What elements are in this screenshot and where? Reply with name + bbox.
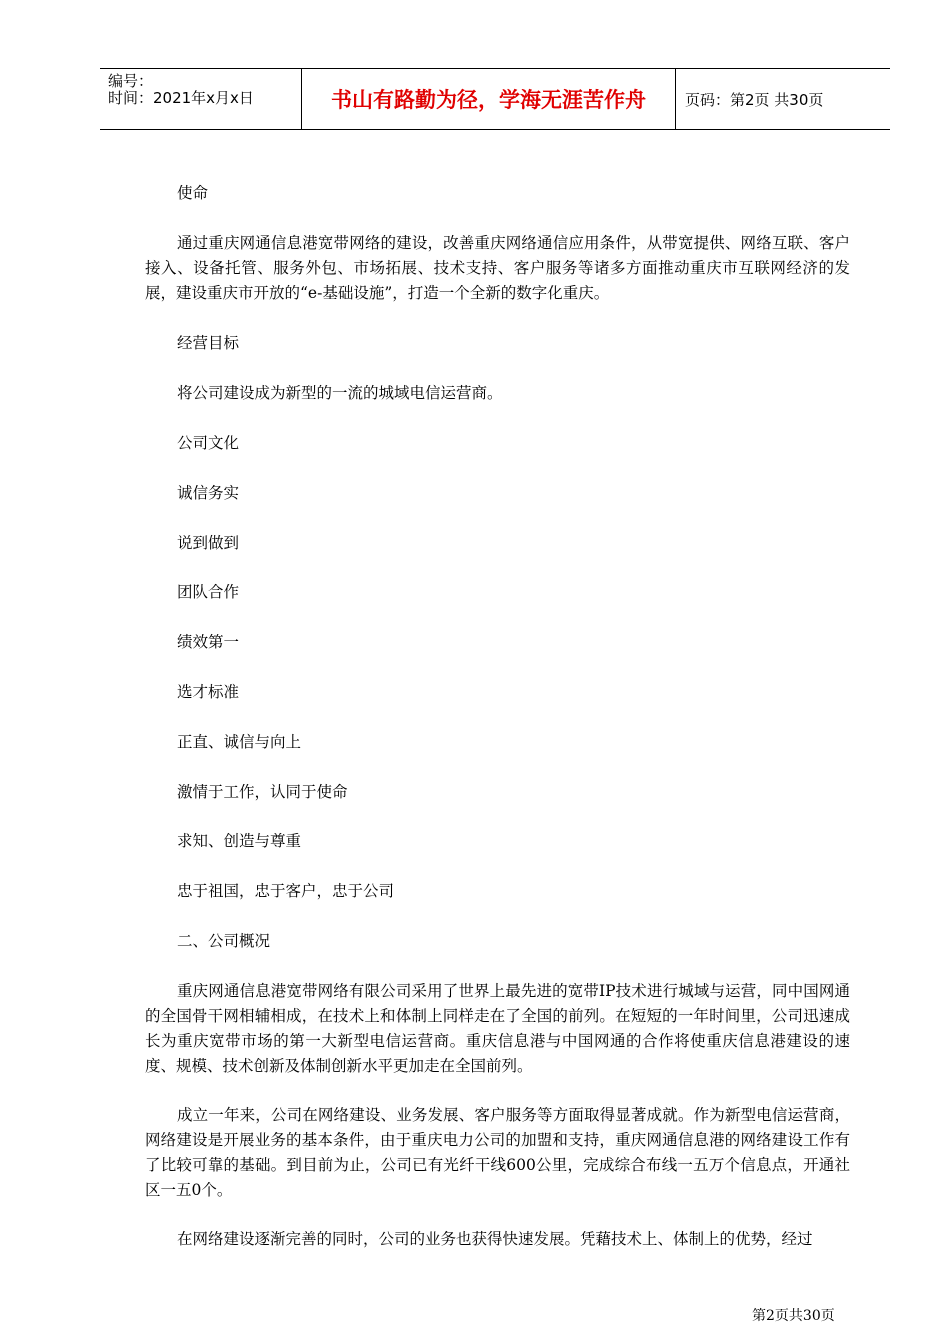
overview-paragraph-3: 在网络建设逐渐完善的同时，公司的业务也获得快速发展。凭藉技术上、体制上的优势，经过: [177, 1230, 813, 1248]
mission-paragraph: 通过重庆网通信息港宽带网络的建设，改善重庆网络通信应用条件，从带宽提供、网络互联、客户接入、设备托管、服务外包、市场拓展、技术支持、客户服务等诸多方面推动重庆市互联网经济的发展，建设重庆市开放的“e-基础设施”，打造一个全新的数字化重庆。: [145, 234, 850, 302]
culture-item: 说到做到: [177, 534, 240, 552]
header-meta: [100, 69, 300, 129]
overview-paragraph-2: 成立一年来，公司在网络建设、业务发展、客户服务等方面取得显著成就。作为新型电信运营商，网络建设是开展业务的基本条件，由于重庆电力公司的加盟和支持，重庆网通信息港的网络建设工作有了比较可靠的基础。到目前为止，公司已有光纤干线600公里，完成综合布线一五万个信息点，开通社区一五0个。: [145, 1106, 850, 1199]
goal-paragraph: 将公司建设成为新型的一流的城域电信运营商。: [177, 384, 503, 402]
culture-heading: 公司文化: [177, 434, 240, 452]
mission-heading: 使命: [177, 184, 209, 202]
doc-time-label: 时间：2021年x月x日: [108, 89, 254, 107]
culture-item: 团队合作: [177, 583, 240, 601]
page-header: [100, 68, 890, 130]
header-motto: 书山有路勤为径，学海无涯苦作舟: [301, 69, 676, 129]
talent-item: 正直、诚信与向上: [177, 733, 302, 751]
culture-item: 绩效第一: [177, 633, 240, 651]
header-page-info: 页码：第2页 共30页: [685, 90, 824, 109]
overview-heading: 二、公司概况: [177, 932, 271, 950]
doc-number-label: 编号：: [108, 72, 154, 90]
culture-item: 诚信务实: [177, 484, 240, 502]
talent-heading: 选才标准: [177, 683, 240, 701]
goal-heading: 经营目标: [177, 334, 240, 352]
talent-item: 忠于祖国，忠于客户，忠于公司: [177, 882, 395, 900]
talent-item: 求知、创造与尊重: [177, 832, 302, 850]
overview-paragraph-1: 重庆网通信息港宽带网络有限公司采用了世界上最先进的宽带IP技术进行城域与运营，同中国网通的全国骨干网相辅相成，在技术上和体制上同样走在了全国的前列。在短短的一年时间里，公司迅速成长为重庆宽带市场的第一大新型电信运营商。重庆信息港与中国网通的合作将使重庆信息港建设的速度、规模、技术创新及体制创新水平更加走在全国前列。: [145, 982, 850, 1075]
page-footer: 第2页共30页: [752, 1308, 835, 1324]
talent-item: 激情于工作，认同于使命: [177, 783, 348, 801]
